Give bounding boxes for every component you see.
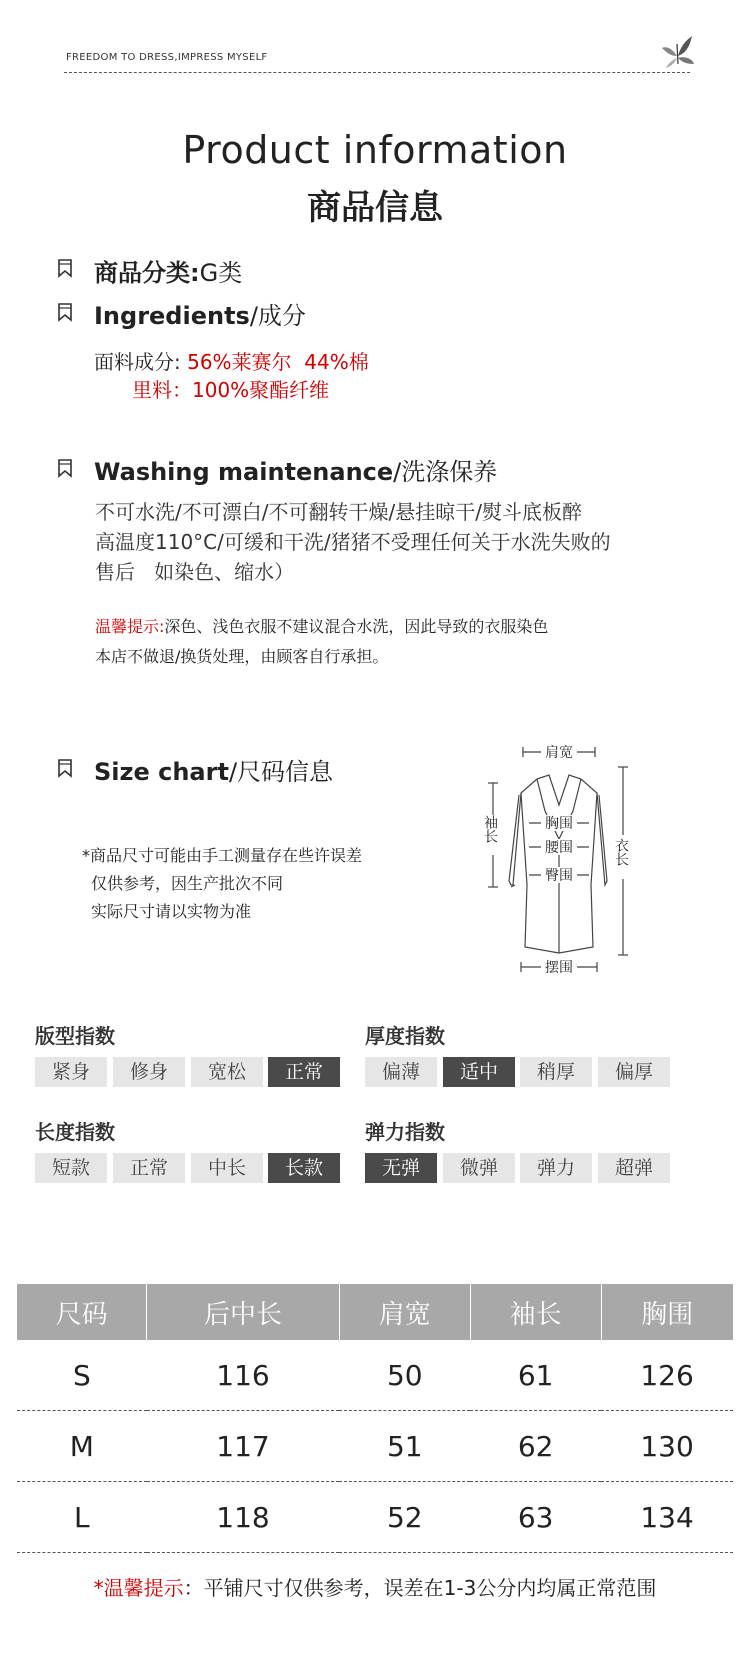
table-header-row	[17, 1284, 733, 1340]
size-table	[17, 1284, 733, 1553]
index-option: 紧身	[35, 1057, 107, 1087]
lining-line: 里料：100%聚酯纤维	[132, 378, 330, 402]
index-option-selected: 长款	[268, 1153, 340, 1183]
footer-note-text: ：平铺尺寸仅供参考，误差在1-3公分内均属正常范围	[183, 1576, 657, 1600]
table-cell: 118	[147, 1482, 340, 1553]
bookmark-icon	[57, 458, 73, 478]
ingredients-title-cn: /成分	[249, 302, 306, 330]
table-cell: 134	[601, 1482, 733, 1553]
size-note: 仅供参考，因生产批次不同	[91, 874, 284, 893]
category-line	[94, 253, 242, 288]
table-cell: L	[17, 1482, 147, 1553]
butterfly-icon	[660, 34, 696, 70]
footer-note	[0, 1572, 750, 1601]
size-chart-title-en: Size chart	[94, 758, 229, 786]
tip-line2: 本店不做退/换货处理，由顾客自行承担。	[95, 647, 389, 666]
washing-title-cn: /洗涤保养	[393, 458, 498, 486]
tip-label: 温馨提示:	[95, 617, 165, 636]
size-chart-title-cn: /尺码信息	[228, 758, 334, 786]
table-cell: 126	[601, 1340, 733, 1411]
bookmark-icon	[57, 758, 73, 778]
category-label: 商品分类:	[94, 259, 200, 287]
size-note: *商品尺寸可能由手工测量存在些许误差	[82, 846, 363, 865]
ingredients-heading	[94, 296, 306, 331]
tip-line1: 深色、浅色衣服不建议混合水洗，因此导致的衣服染色	[164, 617, 549, 636]
size-chart-heading	[94, 752, 333, 787]
index-option: 正常	[113, 1153, 185, 1183]
bookmark-icon	[57, 302, 73, 322]
table-row	[17, 1340, 733, 1411]
index-option: 稍厚	[520, 1057, 592, 1087]
length-index-title: 长度指数	[35, 1120, 115, 1144]
footer-note-label: *温馨提示	[93, 1576, 184, 1600]
washing-tip	[95, 612, 715, 672]
washing-text	[95, 497, 715, 587]
table-cell: 130	[601, 1411, 733, 1482]
table-cell: M	[17, 1411, 147, 1482]
index-option: 微弹	[443, 1153, 515, 1183]
washing-title-en: Washing maintenance	[94, 458, 394, 486]
table-cell: 117	[147, 1411, 340, 1482]
index-option-selected: 无弹	[365, 1153, 437, 1183]
ingredients-title-en: Ingredients	[94, 302, 250, 330]
washing-line: 售后 如染色、缩水）	[95, 560, 295, 584]
washing-line: 不可水洗/不可漂白/不可翻转干燥/悬挂晾干/熨斗底板醉	[95, 500, 582, 524]
shoulder-label: 肩宽	[545, 745, 573, 761]
index-option: 宽松	[191, 1057, 263, 1087]
table-cell: 52	[339, 1482, 470, 1553]
bookmark-icon	[57, 258, 73, 278]
fabric-line	[94, 346, 369, 375]
hem-label: 摆围	[545, 960, 573, 976]
index-option: 弹力	[520, 1153, 592, 1183]
sleeve-label: 袖长	[482, 815, 498, 843]
index-option: 短款	[35, 1153, 107, 1183]
page-title-cn: 商品信息	[307, 188, 443, 228]
table-cell: 116	[147, 1340, 340, 1411]
thickness-index-title: 厚度指数	[365, 1024, 445, 1048]
page-title-en: Product information	[182, 128, 568, 172]
washing-line: 高温度110°C/可缓和干洗/猪猪不受理任何关于水洗失败的	[95, 530, 611, 554]
table-cell: 63	[470, 1482, 601, 1553]
category-value: G类	[199, 259, 243, 287]
table-cell: 51	[339, 1411, 470, 1482]
fabric-value: 56%莱赛尔 44%棉	[187, 350, 369, 374]
index-option: 中长	[191, 1153, 263, 1183]
washing-heading	[94, 452, 497, 487]
table-row	[17, 1482, 733, 1553]
index-option: 修身	[113, 1057, 185, 1087]
table-header-cell: 袖长	[470, 1284, 601, 1340]
table-cell: 62	[470, 1411, 601, 1482]
waist-label: 腰围	[545, 840, 573, 856]
index-option-selected: 适中	[443, 1057, 515, 1087]
table-header-cell: 肩宽	[339, 1284, 470, 1340]
index-option-selected: 正常	[268, 1057, 340, 1087]
table-cell: 50	[339, 1340, 470, 1411]
hip-label: 臀围	[545, 868, 573, 884]
table-row	[17, 1411, 733, 1482]
header-divider	[64, 72, 690, 73]
index-option: 超弹	[598, 1153, 670, 1183]
index-option: 偏薄	[365, 1057, 437, 1087]
fabric-label: 面料成分:	[94, 350, 181, 374]
length-label: 衣长	[613, 838, 629, 866]
table-header-cell: 胸围	[601, 1284, 733, 1340]
tagline: FREEDOM TO DRESS,IMPRESS MYSELF	[66, 52, 268, 63]
size-notes	[82, 842, 362, 926]
elasticity-index-title: 弹力指数	[365, 1120, 445, 1144]
index-option: 偏厚	[598, 1057, 670, 1087]
chest-label: 胸围	[545, 816, 573, 832]
table-header-cell: 后中长	[147, 1284, 340, 1340]
table-header-cell: 尺码	[17, 1284, 147, 1340]
table-cell: S	[17, 1340, 147, 1411]
fit-index-title: 版型指数	[35, 1024, 115, 1048]
size-note: 实际尺寸请以实物为准	[91, 902, 252, 921]
table-cell: 61	[470, 1340, 601, 1411]
